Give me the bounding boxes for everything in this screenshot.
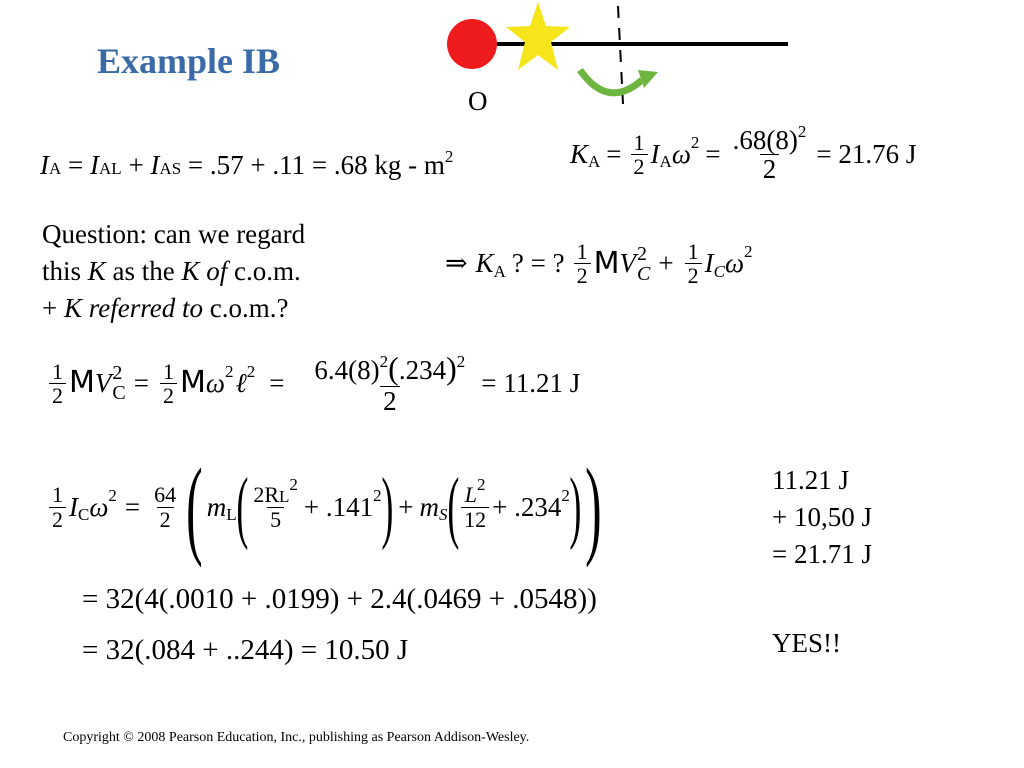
rotational-equation: $\frac{1}{2}$ I C ω 2 = $\frac{64}{2}$ ( m L ( $\frac{2RL^2}{5}$ + .141 2 ) + m S ( $\frac{L^2}{12}$ + .234 2 ) ) [46,452,605,562]
kinetic-equation: K A = $\frac{1}{2}$ I A ω 2 = $\frac{.68(8)^2}{2}$ = 21.76 J [570,122,917,185]
step-three-equation: = 32(.084 + ..244) = 10.50 J [82,634,409,666]
red-ball [447,19,497,69]
inertia-equation: IA = IAL + IAS = .57 + .11 = .68 kg - $m^2$ [40,147,454,180]
pivot-label: O [468,86,488,116]
answer-sum: 11.21 J + 10,50 J = 21.71 J [772,465,872,569]
rotation-arrow [580,70,642,93]
answer-conclusion: YES!! [772,628,841,658]
star-icon [506,2,570,70]
step-two-equation: = 32(4(.0010 + .0199) + 2.4(.0469 + .0548)) [82,583,597,615]
translational-equation: $\frac{1}{2}$ M V 2 C = $\frac{1}{2}$ M ω 2 ℓ 2 = $\frac{6.4(8)^2(.234)^2}{2}$ = 11.21 J [46,352,580,415]
copyright-footer: Copyright © 2008 Pearson Education, Inc., publishing as Pearson Addison-Wesley. [63,730,530,745]
slide-title: Example IB [97,41,281,81]
question-text: Question: can we regard this K as the K of c.o.m. + K referred to c.o.m.? [42,219,306,323]
question-equation: ⇒ K A ? = ? $\frac{1}{2}$ M V 2 C + $\frac{1}{2}$ I C ω 2 [445,239,753,289]
